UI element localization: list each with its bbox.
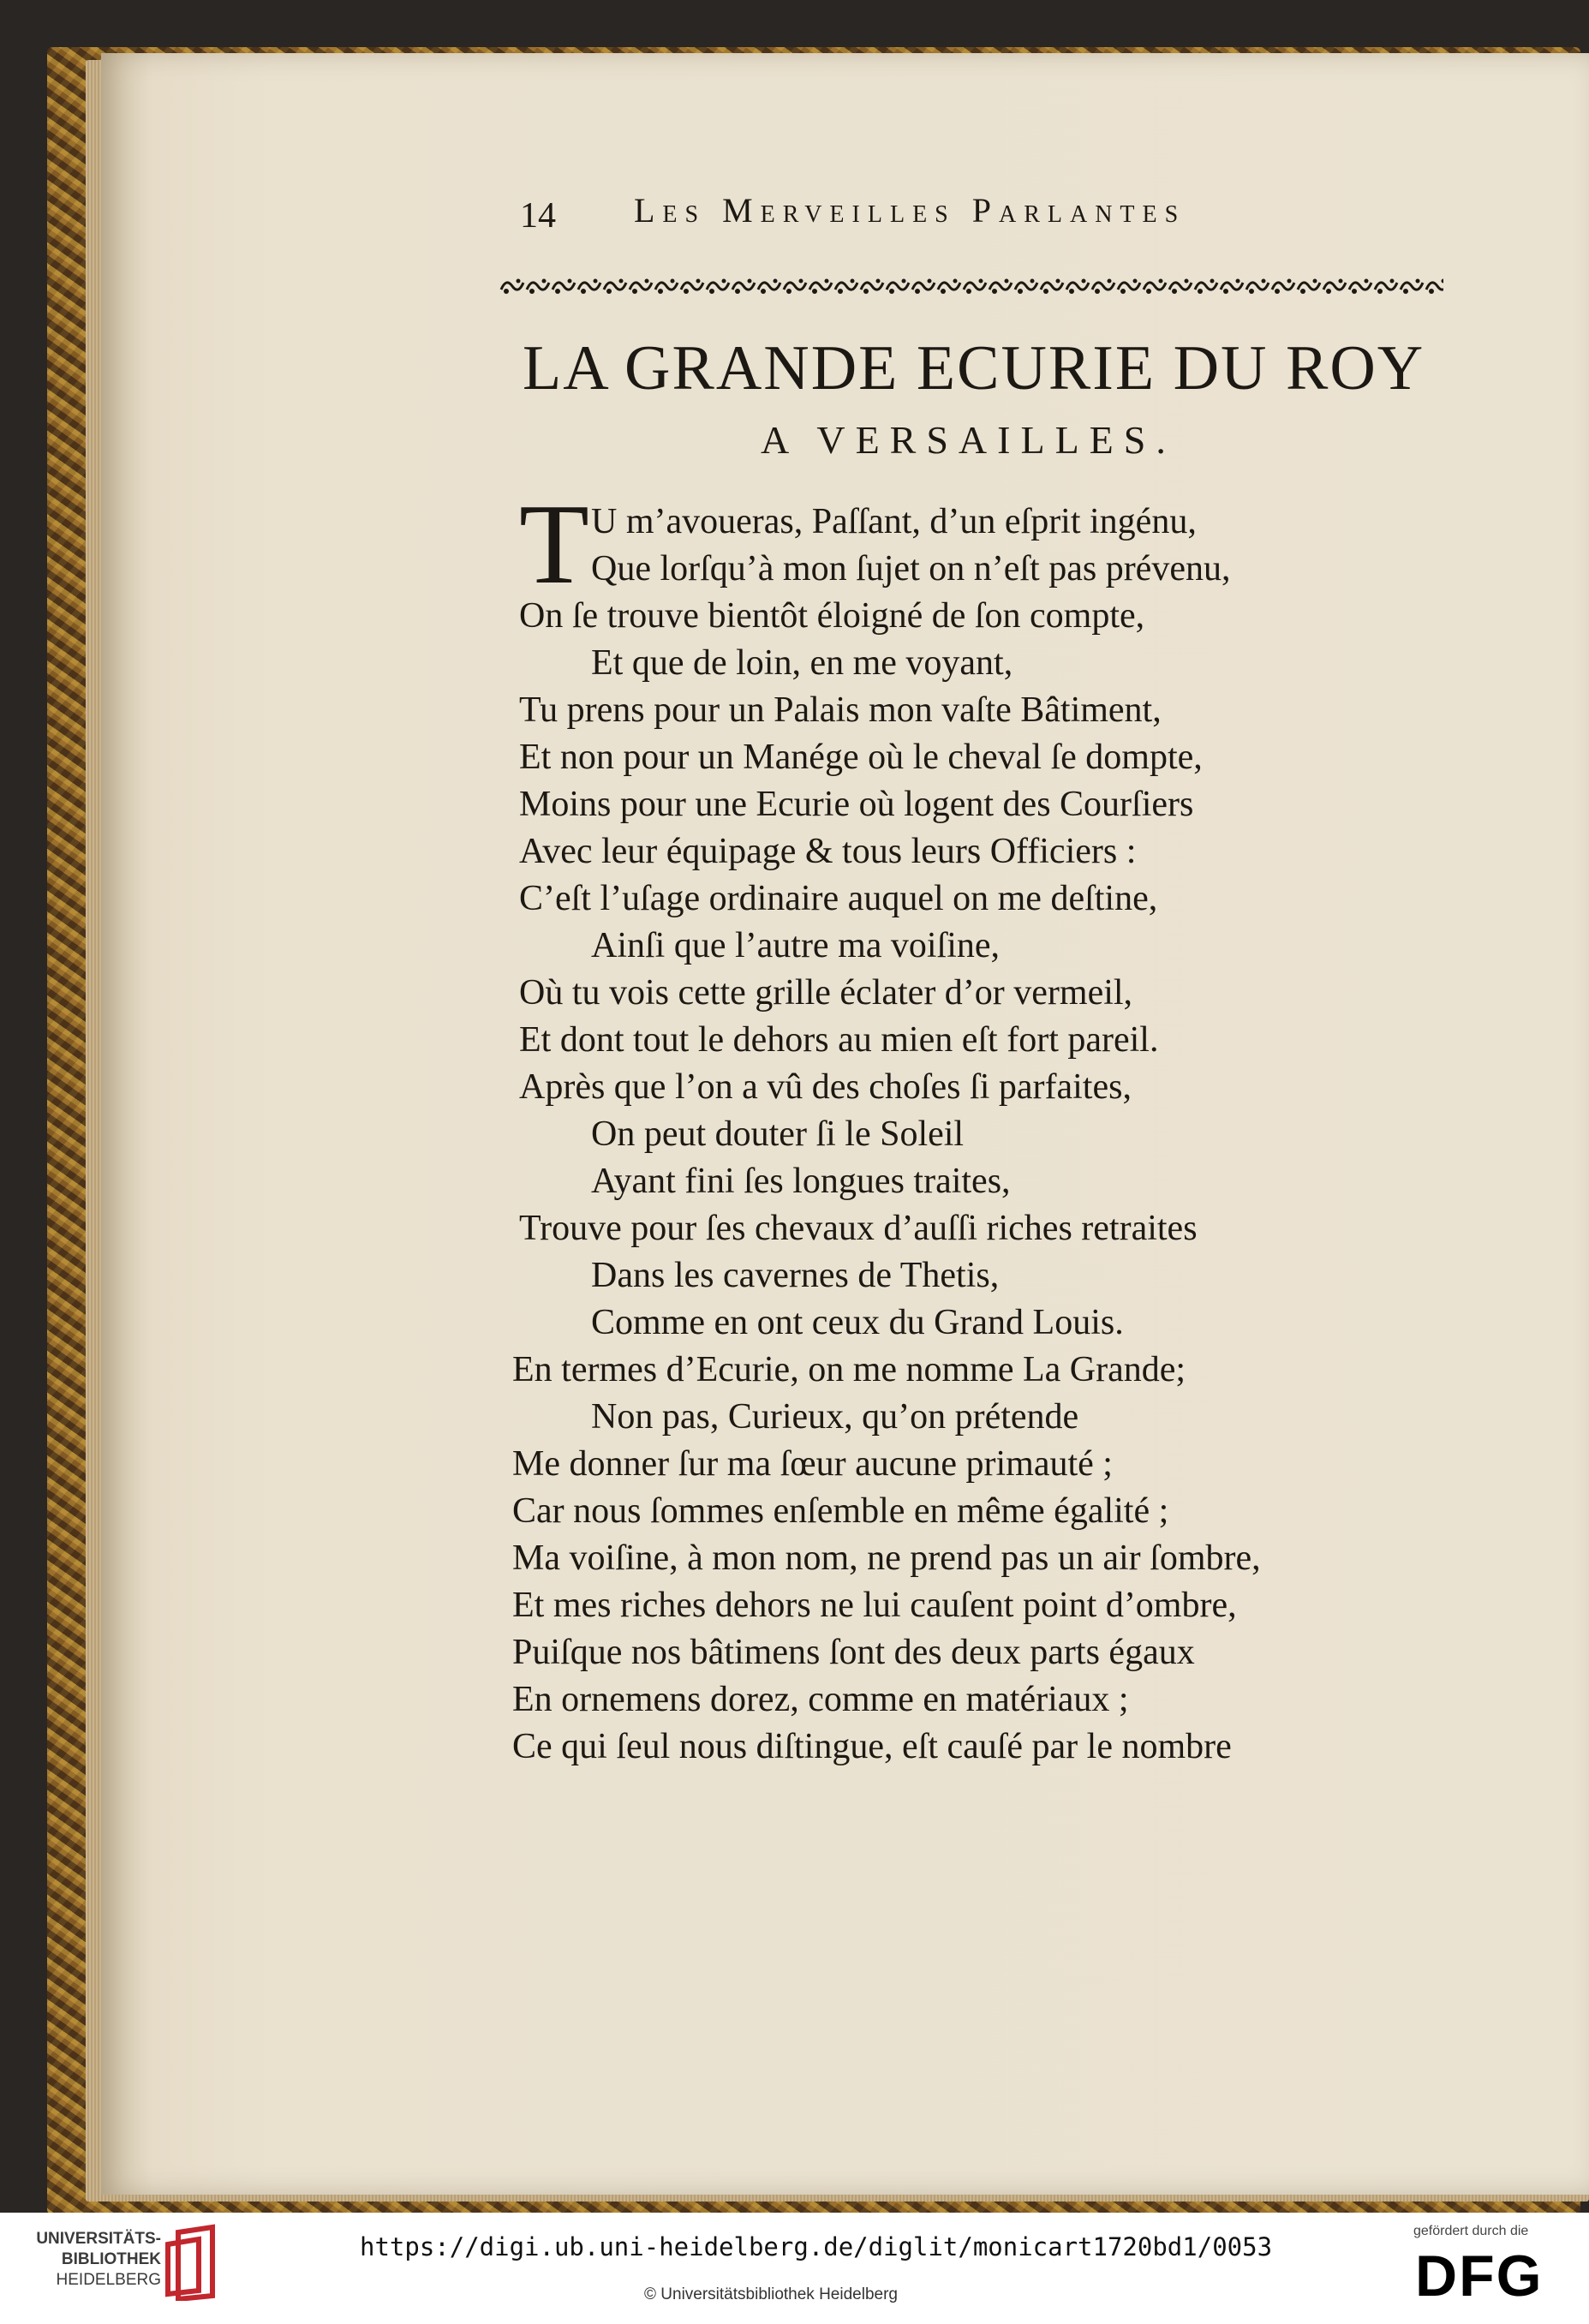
poem-line: Et que de loin, en me voyant, <box>591 643 1013 683</box>
poem-line: Comme en ont ceux du Grand Louis. <box>591 1303 1124 1342</box>
poem-line: Et non pour un Manége où le cheval ſe dompte, <box>519 738 1203 777</box>
running-head: Les Merveilles Parlantes <box>634 191 1186 230</box>
library-logo-icon <box>161 2224 230 2301</box>
poem-line: C’eſt l’uſage ordinaire auquel on me deſtine, <box>519 879 1158 918</box>
library-name-line: BIBLIOTHEK <box>61 2250 161 2268</box>
poem-line: Puiſque nos bâtimens ſont des deux parts égaux <box>512 1633 1195 1672</box>
poem-line: Avec leur équipage & tous leurs Officiers : <box>519 832 1137 871</box>
poem-line: En ornemens dorez, comme en matériaux ; <box>512 1680 1129 1719</box>
poem-line: Ce qui ſeul nous diſtingue, eſt cauſé par le nombre <box>512 1727 1232 1766</box>
poem-line: Ma voiſine, à mon nom, ne prend pas un air ſombre, <box>512 1538 1261 1578</box>
poem-line: Trouve pour ſes chevaux d’auſſi riches retraites <box>519 1209 1198 1248</box>
poem-line: Non pas, Curieux, qu’on prétende <box>591 1397 1079 1437</box>
poem-line: Après que l’on a vû des choſes ſi parfaites, <box>519 1067 1132 1107</box>
poem-line: U m’avoueras, Paſſant, d’un eſprit ingénu, <box>591 502 1197 541</box>
poem-line: On ſe trouve bientôt éloigné de ſon compte, <box>519 596 1145 636</box>
library-name <box>15 2229 161 2291</box>
poem-line: En termes d’Ecurie, on me nomme La Grande; <box>512 1350 1186 1389</box>
permalink[interactable]: https://digi.ub.uni-heidelberg.de/diglit/monicart1720bd1/0053 <box>360 2232 1273 2261</box>
poem-line: Ayant fini ſes longues traites, <box>591 1162 1011 1201</box>
poem-line: Moins pour une Ecurie où logent des Courſiers <box>519 785 1194 824</box>
dfg-logo: DFG <box>1415 2243 1544 2309</box>
funder-label: gefördert durch die <box>1413 2224 1529 2238</box>
poem-line: On peut douter ſi le Soleil <box>591 1114 965 1154</box>
poem-line: Ainſi que l’autre ma voiſine, <box>591 926 1001 965</box>
page-number: 14 <box>520 196 556 236</box>
ornament-band <box>499 274 1443 298</box>
library-name-line: UNIVERSITÄTS- <box>36 2230 161 2248</box>
poem-line: Et mes riches dehors ne lui cauſent point d’ombre, <box>512 1586 1237 1625</box>
chapter-title: LA GRANDE ECURIE DU ROY <box>523 333 1425 403</box>
poem-line: Où tu vois cette grille éclater d’or vermeil, <box>519 973 1133 1013</box>
poem-line: Tu prens pour un Palais mon vaſte Bâtiment, <box>519 690 1162 730</box>
library-name-line: HEIDELBERG <box>56 2271 161 2289</box>
chapter-subtitle: A VERSAILLES. <box>761 418 1176 462</box>
poem-line: Me donner ſur ma ſœur aucune primauté ; <box>512 1444 1113 1484</box>
footer-bar <box>0 2213 1589 2324</box>
poem-line: Que lorſqu’à mon ſujet on n’eſt pas prévenu, <box>591 549 1231 588</box>
poem-line: Car nous ſommes enſemble en même égalité ; <box>512 1491 1169 1531</box>
copyright-notice: © Universitätsbibliothek Heidelberg <box>644 2285 898 2303</box>
drop-cap: T <box>519 481 589 607</box>
poem-line: Dans les cavernes de Thetis, <box>591 1256 1000 1295</box>
poem-line: Et dont tout le dehors au mien eſt fort pareil. <box>519 1020 1159 1060</box>
